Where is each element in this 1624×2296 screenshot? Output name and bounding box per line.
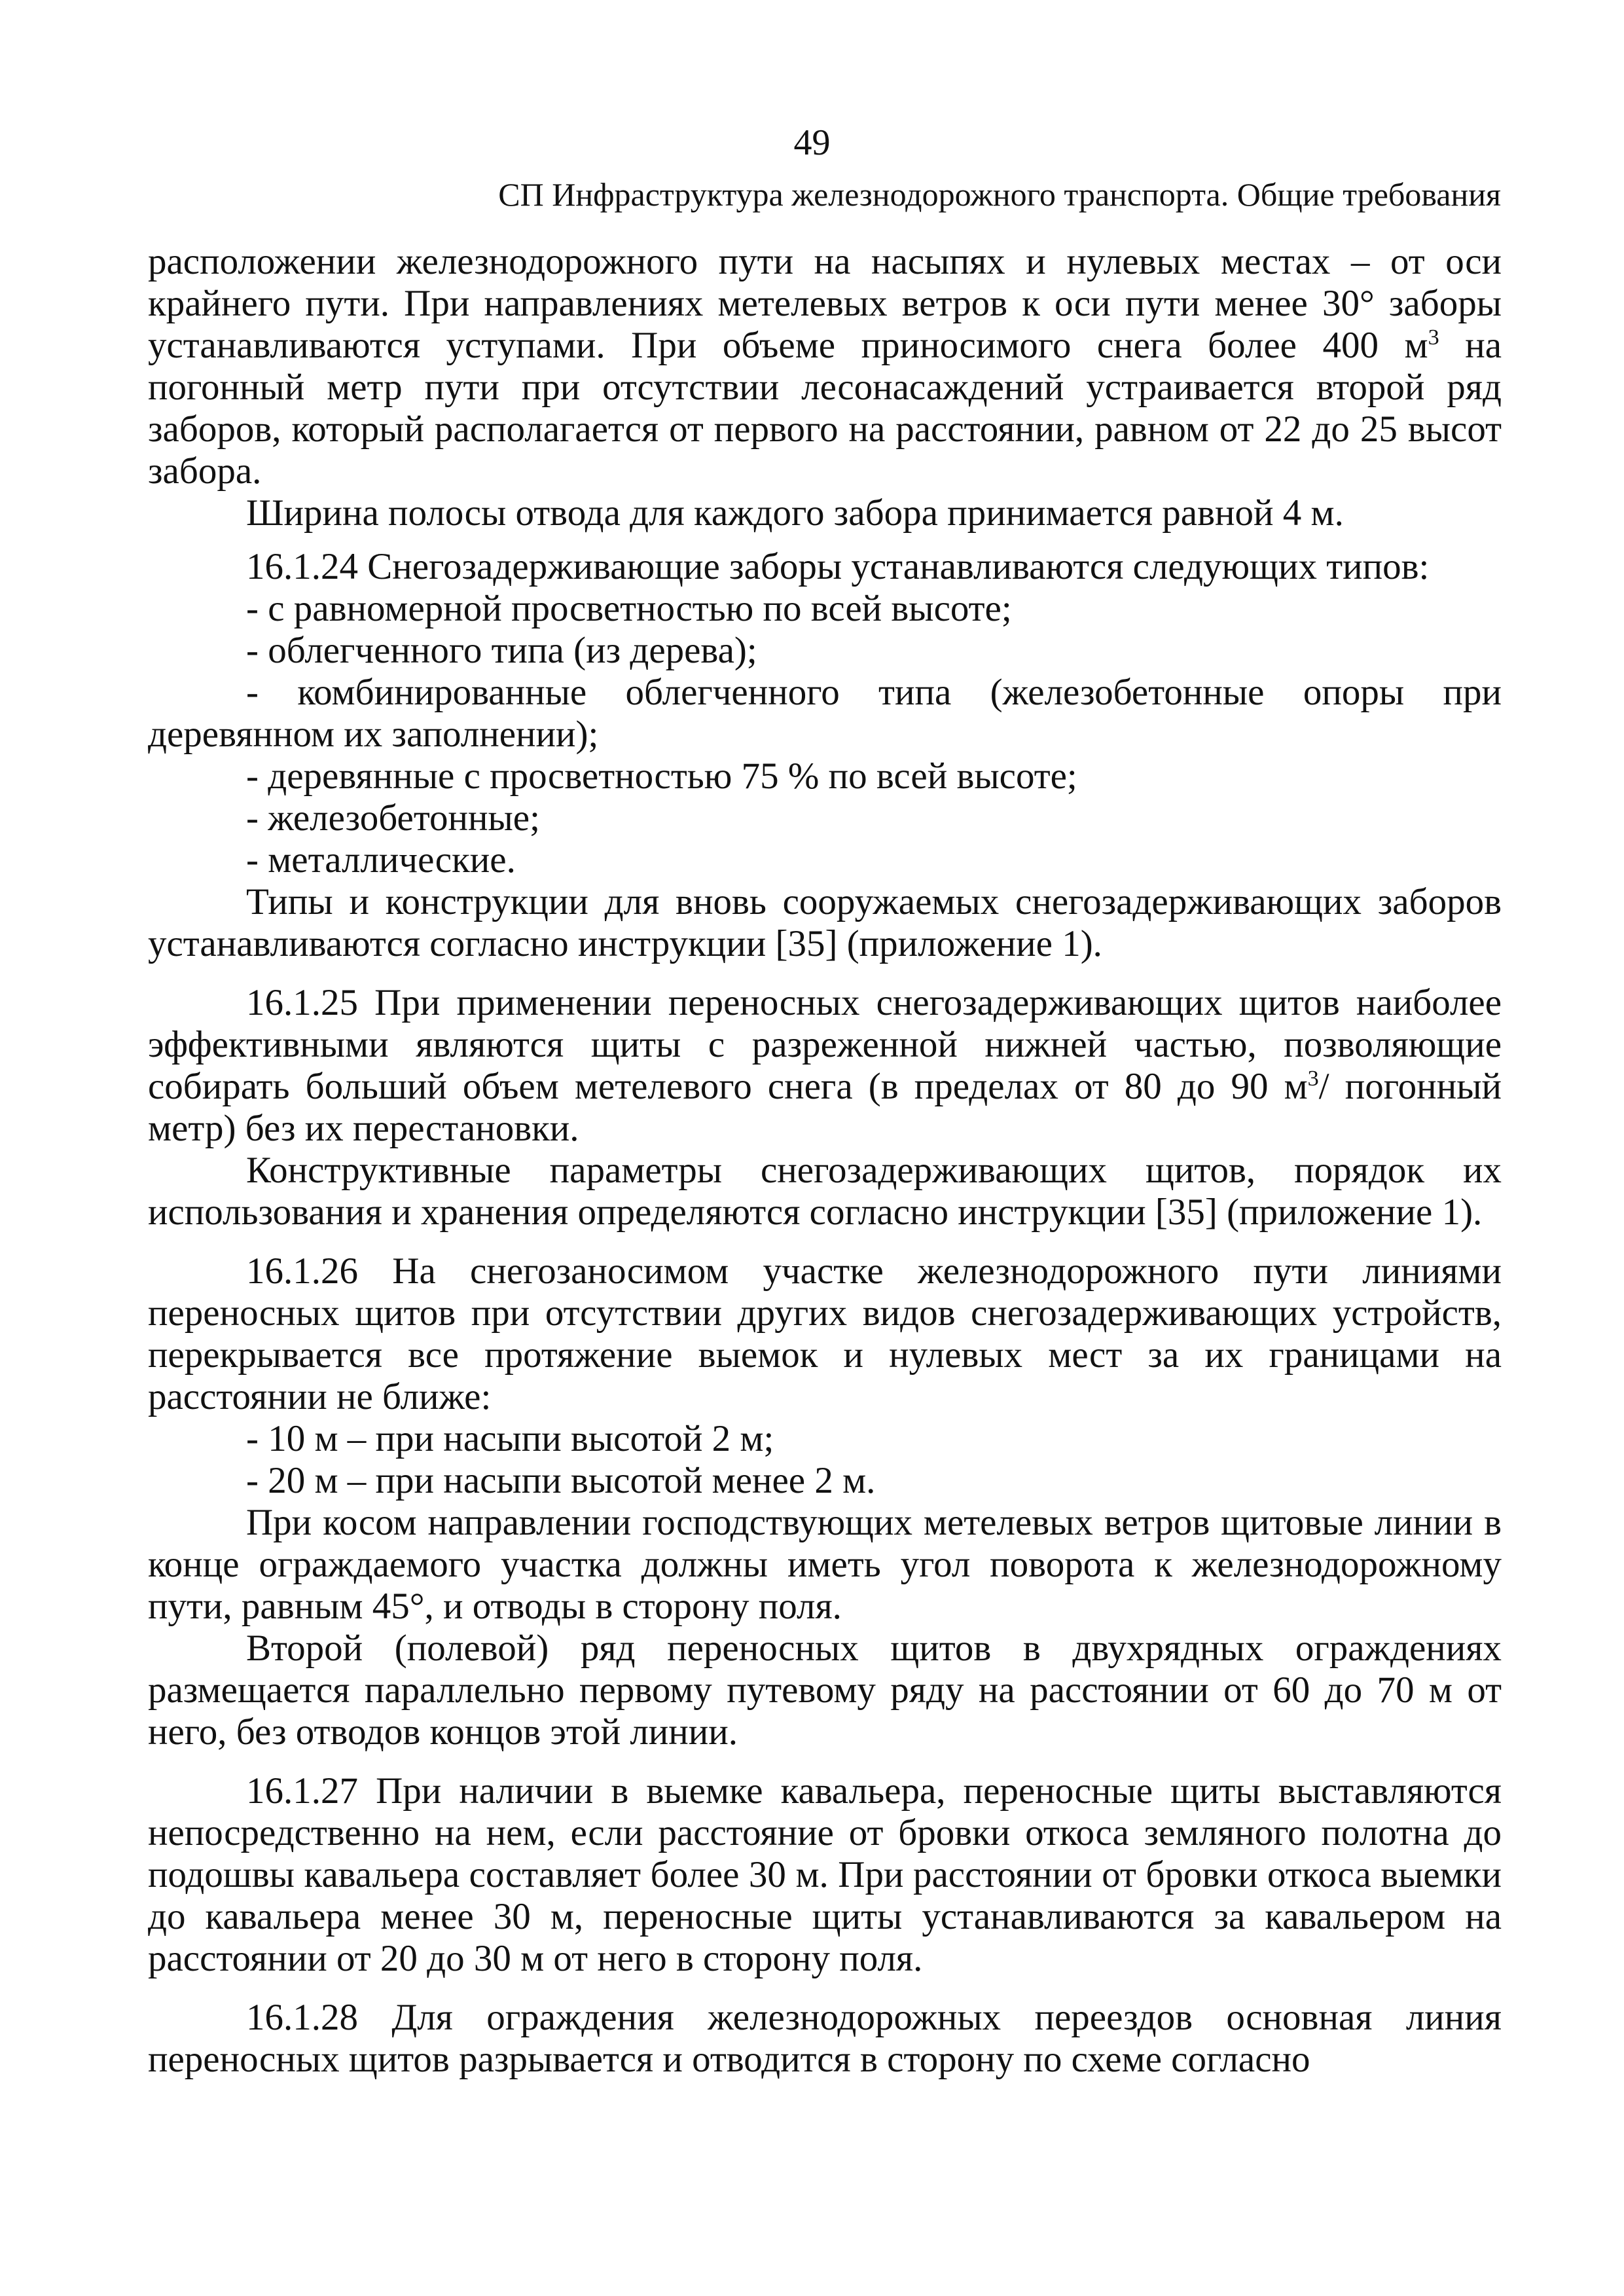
running-header: СП Инфраструктура железнодорожного транспорта. Общие требования	[498, 176, 1501, 213]
paragraph-second-row: Второй (полевой) ряд переносных щитов в двухрядных ограждениях размещается параллельно первому путевому ряду на расстоянии от 60 до 70 м от него, без отводов концов этой линии.	[148, 1628, 1502, 1753]
paragraph-16-1-26: 16.1.26 На снегозаносимом участке железнодорожного пути линиями переносных щитов при отсутствии других видов снегозадерживающих устройств, перекрывается все протяжение выемок и нулевых мест за их границами на расстоянии не ближе:	[148, 1250, 1502, 1417]
list-item: - железобетонные;	[246, 797, 540, 839]
paragraph-oblique-wind: При косом направлении господствующих метелевых ветров щитовые линии в конце ограждаемого участка должны иметь угол поворота к железнодорожному пути, равным 45°, и отводы в сторону поля.	[148, 1502, 1502, 1627]
paragraph-16-1-25: 16.1.25 При применении переносных снегозадерживающих щитов наиболее эффективными являются щиты с разреженной нижней частью, позволяющие собирать больший объем метелевого снега (в пределах от 80 до 90 $м^3/$ погонный метр) без их перестановки.	[148, 982, 1502, 1149]
paragraph-16-1-24: 16.1.24 Снегозадерживающие заборы устанавливаются следующих типов:	[246, 546, 1430, 587]
list-item: - деревянные с просветностью 75 % по всей высоте;	[246, 756, 1077, 797]
list-item: - комбинированные облегченного типа (железобетонные опоры при деревянном их заполнении);	[148, 672, 1502, 755]
list-item: - с равномерной просветностью по всей высоте;	[246, 588, 1012, 629]
list-item: - 10 м – при насыпи высотой 2 м;	[246, 1418, 774, 1459]
body-text	[148, 241, 1502, 2081]
paragraph-16-1-27: 16.1.27 При наличии в выемке кавальера, переносные щиты выставляются непосредственно на нем, если расстояние от бровки откоса земляного полотна до подошвы кавальера составляет более 30 м. При расстоянии от бровки откоса выемки до кавальера менее 30 м, переносные щиты устанавливаются за кавальером на расстоянии от 20 до 30 м от него в сторону поля.	[148, 1770, 1502, 1979]
paragraph-fence-types: Типы и конструкции для вновь сооружаемых снегозадерживающих заборов устанавливаются согласно инструкции [35] (приложение 1).	[148, 881, 1502, 964]
page-number: 49	[793, 122, 831, 163]
list-item: - металлические.	[246, 839, 516, 881]
paragraph-continuation: расположении железнодорожного пути на насыпях и нулевых местах – от оси крайнего пути. При направлениях метелевых ветров к оси пути менее 30° заборы устанавливаются уступами. При объеме приносимого снега более 400 $м^3$ на погонный метр пути при отсутствии лесонасаждений устраивается второй ряд заборов, который располагается от первого на расстоянии, равном от 22 до 25 высот забора.	[148, 241, 1502, 492]
paragraph-16-1-28: 16.1.28 Для ограждения железнодорожных переездов основная линия переносных щитов разрывается и отводится в сторону по схеме согласно	[148, 1997, 1502, 2080]
list-item: - 20 м – при насыпи высотой менее 2 м.	[246, 1460, 876, 1501]
list-item: - облегченного типа (из дерева);	[246, 630, 757, 671]
paragraph-band-width: Ширина полосы отвода для каждого забора принимается равной 4 м.	[246, 492, 1344, 534]
paragraph-shield-parameters: Конструктивные параметры снегозадерживающих щитов, порядок их использования и хранения определяются согласно инструкции [35] (приложение 1).	[148, 1150, 1502, 1233]
